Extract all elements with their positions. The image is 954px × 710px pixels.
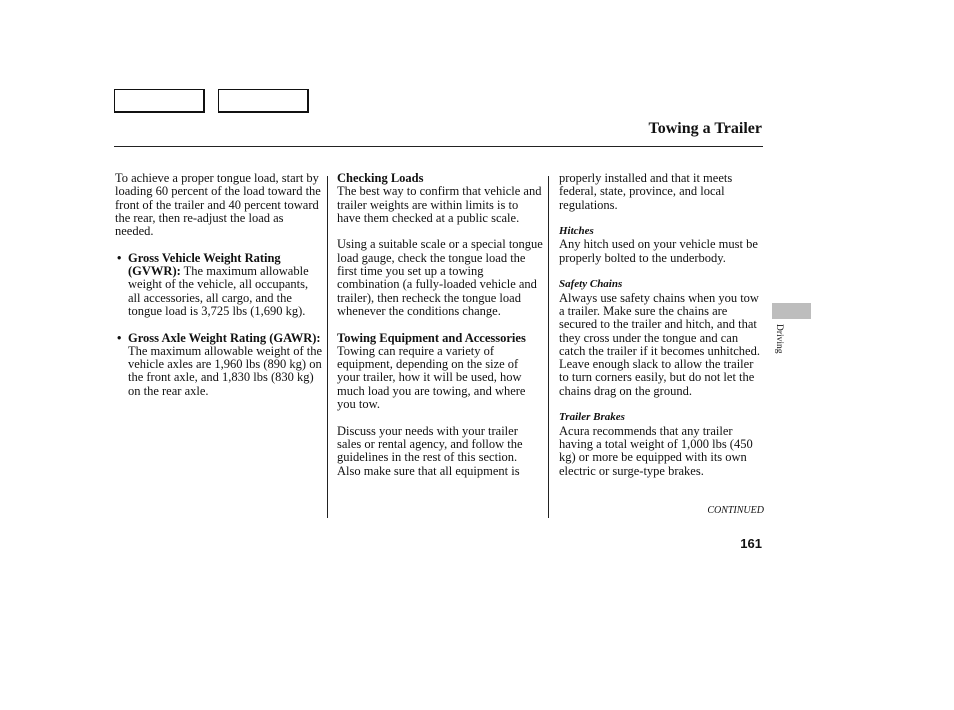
column-3 <box>559 172 765 478</box>
section-tab[interactable] <box>772 303 811 319</box>
towing-equipment-heading: Towing Equipment and Accessories <box>337 330 526 345</box>
checking-loads-paragraph-1: The best way to confirm that vehicle and trailer weights are within limits is to have them checked at a public scale. <box>337 184 542 225</box>
hitches-heading: Hitches <box>559 225 594 238</box>
gawr-term: Gross Axle Weight Rating (GAWR): <box>128 330 321 345</box>
column-1 <box>115 172 323 398</box>
safety-chains-heading: Safety Chains <box>559 278 623 291</box>
nav-button-2[interactable] <box>218 89 309 113</box>
safety-chains-paragraph: Always use safety chains when you tow a trailer. Make sure the chains are secured to the trailer and hitch, and that they cross under the tongue and can catch the trailer if it becomes unhitched. Leave enough slack to allow the trailer to turn corners easily, but do not let the chains drag on the ground. <box>559 290 760 398</box>
gawr-text: The maximum allowable weight of the vehicle axles are 1,960 lbs (890 kg) on the front axle, and 1,830 lbs (830 kg) on the rear axle. <box>128 343 323 398</box>
hitches-paragraph: Any hitch used on your vehicle must be properly bolted to the underbody. <box>559 237 758 265</box>
checking-loads-paragraph-2: Using a suitable scale or a special tongue load gauge, check the tongue load the first time you set up a towing combination (a fully-loaded vehicle and trailer), then recheck the tongue load whenever the conditions change. <box>337 237 543 318</box>
bullet-dot-icon: • <box>117 330 122 345</box>
intro-paragraph: To achieve a proper tongue load, start by loading 60 percent of the load toward the front of the trailer and 40 percent toward the rear, then re-adjust the load as needed. <box>115 171 321 239</box>
gvwr-bullet <box>115 252 323 318</box>
column-divider-1 <box>327 176 328 518</box>
towing-equipment-paragraph-2: Discuss your needs with your trailer sales or rental agency, and follow the guidelines in the rest of this section. Also make sure that all equipment is <box>337 423 523 478</box>
trailer-brakes-paragraph: Acura recommends that any trailer having a total weight of 1,000 lbs (450 kg) or more be equipped with its own electric or surge-type brakes. <box>559 423 753 478</box>
page-title: Towing a Trailer <box>648 120 762 137</box>
page-number: 161 <box>740 536 762 551</box>
column-2 <box>337 172 543 478</box>
gawr-bullet <box>115 332 323 398</box>
header-rule <box>114 146 763 147</box>
gvwr-text: The maximum allowable weight of the vehicle, all occupants, all accessories, all cargo, and the tongue load is 3,725 lbs (1,690 kg). <box>128 264 309 318</box>
continuation-paragraph: properly installed and that it meets federal, state, province, and local regulations. <box>559 171 733 212</box>
nav-button-1[interactable] <box>114 89 205 113</box>
checking-loads-heading: Checking Loads <box>337 171 424 185</box>
section-label: Driving <box>774 324 784 354</box>
bullet-dot-icon: • <box>117 250 122 265</box>
towing-equipment-paragraph-1: Towing can require a variety of equipment, depending on the size of your trailer, how it will be used, how much load you are towing, and where you tow. <box>337 343 526 412</box>
continued-label: CONTINUED <box>707 505 764 516</box>
trailer-brakes-heading: Trailer Brakes <box>559 411 625 424</box>
gvwr-term: Gross Vehicle Weight Rating (GVWR): <box>128 250 281 279</box>
column-divider-2 <box>548 176 549 518</box>
